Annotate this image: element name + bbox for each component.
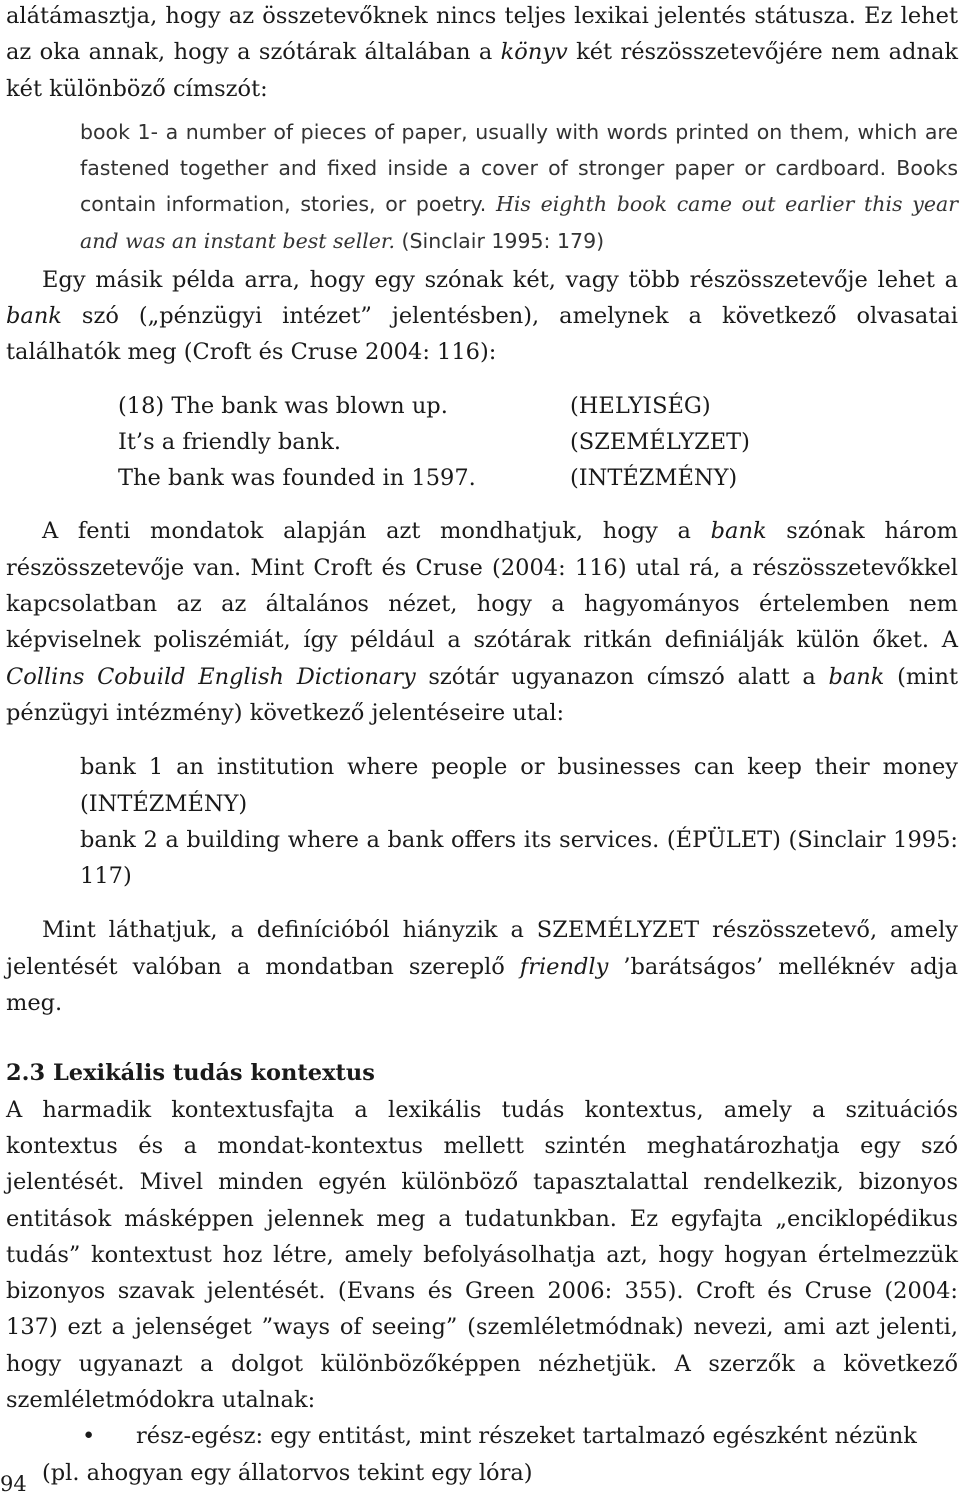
quote-reference: (Sinclair 1995: 179) (395, 228, 605, 253)
example-row (118, 388, 958, 424)
paragraph-subsenses (6, 513, 958, 731)
example-row (118, 424, 958, 460)
italic-term: bank (710, 518, 767, 545)
definition-bank-2: bank 2 a building where a bank offers its services. (ÉPÜLET) (Sinclair 1995: 117) (80, 826, 958, 890)
example-tag: (HELYISÉG) (570, 392, 711, 419)
example-tag: (INTÉZMÉNY) (570, 465, 738, 492)
italic-term: bank (828, 663, 885, 690)
example-sentence: It’s a friendly bank. (118, 428, 341, 455)
section-heading: 2.3 Lexikális tudás kontextus (6, 1060, 375, 1087)
definition-bank-1: bank 1 an institution where people or businesses can keep their money (INTÉZMÉNY) (80, 754, 958, 817)
dictionary-quote-book (80, 114, 958, 259)
example-sentence: (18) The bank was blown up. (118, 392, 448, 419)
example-sentences (118, 388, 958, 497)
text-run: két részösszetevőjére nem adnak két különböző címszót: (6, 39, 958, 102)
italic-title: Collins Cobuild English Dictionary (6, 663, 416, 690)
text-run: Egy másik példa arra, hogy egy szónak két, vagy több részösszetevője lehet a (42, 266, 958, 293)
text-run: szónak három részösszetevője van. Mint Croft és Cruse (2004: 116) utal rá, a részösszetevőkkel kapcsolatban az az általános nézet, hogy a hagyományos értelemben nem képviselnek poliszémiát, így például a szótárak ritkán definiálják külön őket. A (6, 518, 958, 654)
example-sentence: The bank was founded in 1597. (118, 465, 476, 492)
italic-term: könyv (500, 39, 568, 66)
page-number: 94 (0, 1472, 27, 1496)
paragraph-intro (6, 0, 958, 107)
bullet-line-continued: (pl. ahogyan egy állatorvos tekint egy lóra) (42, 1459, 533, 1486)
text-run: alátámasztja, hogy az összetevőknek nincs teljes lexikai jelentés státusza. Ez lehet az oka annak, hogy a szótárak általában a (6, 3, 958, 66)
quote-example: His eighth book came out earlier this year and was an instant best seller. (80, 192, 958, 253)
text-run: (mint pénzügyi intézmény) következő jelentéseire utal: (6, 663, 958, 726)
document-page (6, 0, 958, 1499)
quote-definition: book 1- a number of pieces of paper, usually with words printed on them, which are fastened together and fixed inside a cover of stronger paper or cardboard. Books contain information, stories, or poetry. (80, 119, 958, 217)
paragraph-bank-example (6, 262, 958, 371)
bullet-text: rész-egész: egy entitást, mint részeket tartalmazó egészként nézünk (136, 1423, 917, 1450)
bullet-line-first (6, 1418, 958, 1454)
text-run: szótár ugyanazon címszó alatt a (415, 663, 829, 690)
paragraph-lexical-context: A harmadik kontextusfajta a lexikális tudás kontextus, amely a szituációs kontextus és a mondat-kontextus mellett szintén meghatározhatja egy szó jelentését. Mivel minden egyén különböző tapasztalattal rendelkezik, bizonyos entitások másképpen jelennek meg a tudatunkban. Ez egyfajta „enciklopédikus tudás” kontextust hoz létre, amely befolyásolhatja azt, hogy hogyan értelmezzük bizonyos szavak jelentését. (Evans és Green 2006: 355). Croft és Cruse (2004: 137) ezt a jelenséget ”ways of seeing” (szemléletmódnak) nevezi, ami azt jelenti, hogy ugyanazt a dolgot különbözőképpen nézhetjük. A szerzők a következő szemléletmódokra utalnak: (6, 1096, 958, 1414)
example-row (118, 460, 958, 496)
italic-term: bank (6, 303, 62, 329)
text-run: szó („pénzügyi intézet” jelentésben), amelynek a következő olvasatai találhatók meg (Croft és Cruse 2004: 116): (6, 303, 958, 366)
text-run: Mint láthatjuk, a definícióból hiányzik a SZEMÉLYZET részösszetevő, amely jelentését valóban a mondatban szereplő (6, 917, 958, 980)
italic-term: friendly (519, 953, 609, 980)
text-run: ’barátságos’ melléknév adja meg. (6, 953, 958, 1017)
bullet-item (6, 1418, 958, 1491)
example-tag: (SZEMÉLYZET) (570, 428, 750, 455)
dictionary-definitions (80, 749, 958, 894)
paragraph-friendly (6, 912, 958, 1021)
text-run: A fenti mondatok alapján azt mondhatjuk, hogy a (42, 518, 711, 545)
bullet-symbol: • (82, 1423, 96, 1450)
